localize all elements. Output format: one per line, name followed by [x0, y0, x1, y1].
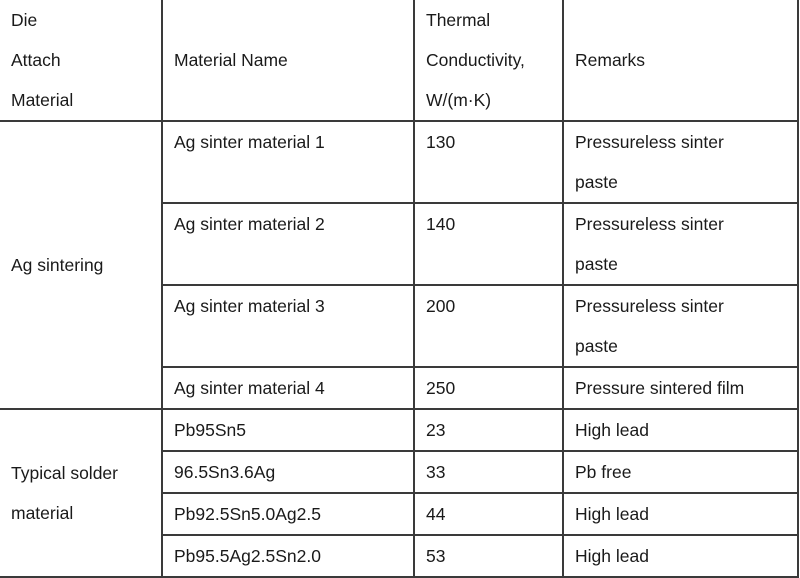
material-name-cell: Ag sinter material 2	[162, 203, 414, 285]
conductivity-cell: 250	[414, 367, 563, 409]
remarks-line: paste	[575, 254, 618, 274]
material-name-cell: 96.5Sn3.6Ag	[162, 451, 414, 493]
material-name-cell: Ag sinter material 1	[162, 121, 414, 203]
remarks-cell: Pb free	[563, 451, 798, 493]
header-line: Material	[11, 90, 74, 110]
remarks-line: paste	[575, 172, 618, 192]
group-label-line: Typical solder	[11, 463, 118, 483]
header-line: Conductivity,	[426, 50, 525, 70]
remarks-cell	[563, 285, 798, 367]
group-label-line: material	[11, 503, 74, 523]
conductivity-cell: 23	[414, 409, 563, 451]
table-row	[0, 121, 798, 203]
header-row	[0, 0, 798, 121]
conductivity-cell: 200	[414, 285, 563, 367]
conductivity-cell: 33	[414, 451, 563, 493]
material-name-cell: Ag sinter material 3	[162, 285, 414, 367]
material-name-cell: Pb92.5Sn5.0Ag2.5	[162, 493, 414, 535]
remarks-cell: High lead	[563, 409, 798, 451]
conductivity-cell: 130	[414, 121, 563, 203]
header-material-name: Material Name	[162, 0, 414, 121]
remarks-cell: High lead	[563, 493, 798, 535]
conductivity-cell: 140	[414, 203, 563, 285]
remarks-line: Pressureless sinter	[575, 132, 724, 152]
header-line: W/(m·K)	[426, 90, 492, 110]
header-line: Attach	[11, 50, 61, 70]
remarks-cell	[563, 203, 798, 285]
group-label-ag-sintering: Ag sintering	[0, 121, 162, 409]
group-label-typical-solder-material	[0, 409, 162, 577]
remarks-cell	[563, 121, 798, 203]
header-line: Die	[11, 10, 38, 30]
header-remarks: Remarks	[563, 0, 798, 121]
header-thermal-conductivity	[414, 0, 563, 121]
remarks-cell: Pressure sintered film	[563, 367, 798, 409]
material-name-cell: Pb95.5Ag2.5Sn2.0	[162, 535, 414, 577]
conductivity-cell: 53	[414, 535, 563, 577]
material-name-cell: Pb95Sn5	[162, 409, 414, 451]
conductivity-cell: 44	[414, 493, 563, 535]
remarks-line: Pressureless sinter	[575, 214, 724, 234]
table-row	[0, 409, 798, 451]
material-name-cell: Ag sinter material 4	[162, 367, 414, 409]
remarks-cell: High lead	[563, 535, 798, 577]
remarks-line: paste	[575, 336, 618, 356]
remarks-line: Pressureless sinter	[575, 296, 724, 316]
header-line: Thermal	[426, 10, 491, 30]
header-die-attach-material	[0, 0, 162, 121]
